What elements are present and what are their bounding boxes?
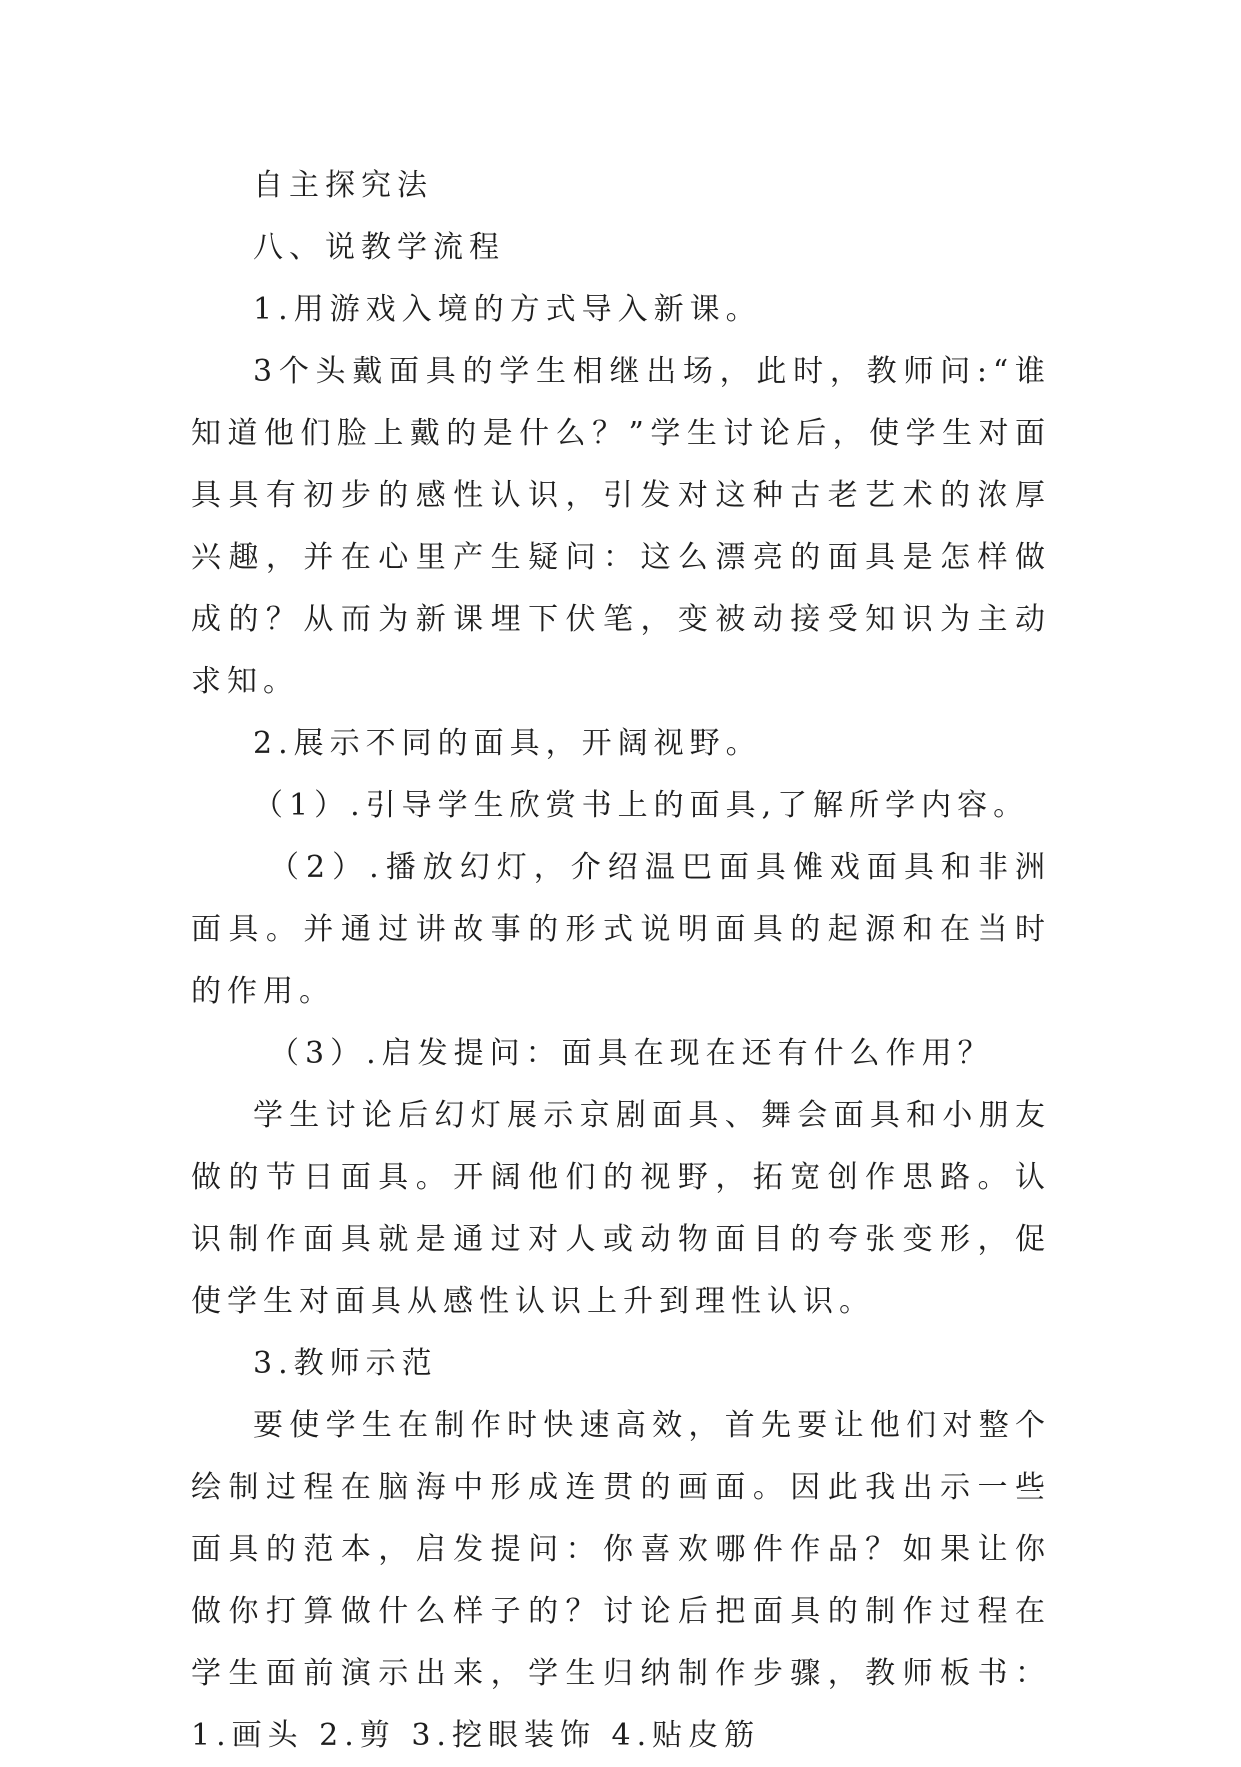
step-heading-2: 2.展示不同的面具，开阔视野。	[253, 726, 762, 761]
step-heading-1: 1.用游戏入境的方式导入新课。	[253, 292, 762, 327]
substep-3: （3）.启发提问：面具在现在还有什么作用？	[269, 1036, 994, 1071]
substep-1: （1）.引导学生欣赏书上的面具,了解所学内容。	[253, 788, 1030, 823]
paragraph-step-1-description: 3个头戴面具的学生相继出场，此时，教师问:“谁知道他们脸上戴的是什么？”学生讨论后，使学生对面具具有初步的感性认识，引发对这种古老艺术的浓厚兴趣，并在心里产生疑问：这么漂亮的面具是怎样做成的？从而为新课埋下伏笔，变被动接受知识为主动求知。	[191, 354, 1051, 699]
document-body	[191, 155, 1051, 1767]
section-heading-teaching-process: 八、说教学流程	[253, 230, 505, 265]
paragraph-discussion: 学生讨论后幻灯展示京剧面具、舞会面具和小朋友做的节日面具。开阔他们的视野，拓宽创作思路。认识制作面具就是通过对人或动物面目的夸张变形，促使学生对面具从感性认识上升到理性认识。	[191, 1098, 1051, 1319]
paragraph-demonstration: 要使学生在制作时快速高效，首先要让他们对整个绘制过程在脑海中形成连贯的画面。因此我出示一些面具的范本，启发提问：你喜欢哪件作品？如果让你做你打算做什么样子的？讨论后把面具的制作过程在学生面前演示出来，学生归纳制作步骤，教师板书：1.画头 2.剪 3.挖眼装饰 4.贴皮筋	[191, 1408, 1051, 1753]
substep-2: （2）.播放幻灯，介绍温巴面具傩戏面具和非洲面具。并通过讲故事的形式说明面具的起源和在当时的作用。	[191, 850, 1051, 1009]
step-heading-3: 3.教师示范	[253, 1346, 438, 1381]
paragraph-method: 自主探究法	[253, 168, 433, 203]
